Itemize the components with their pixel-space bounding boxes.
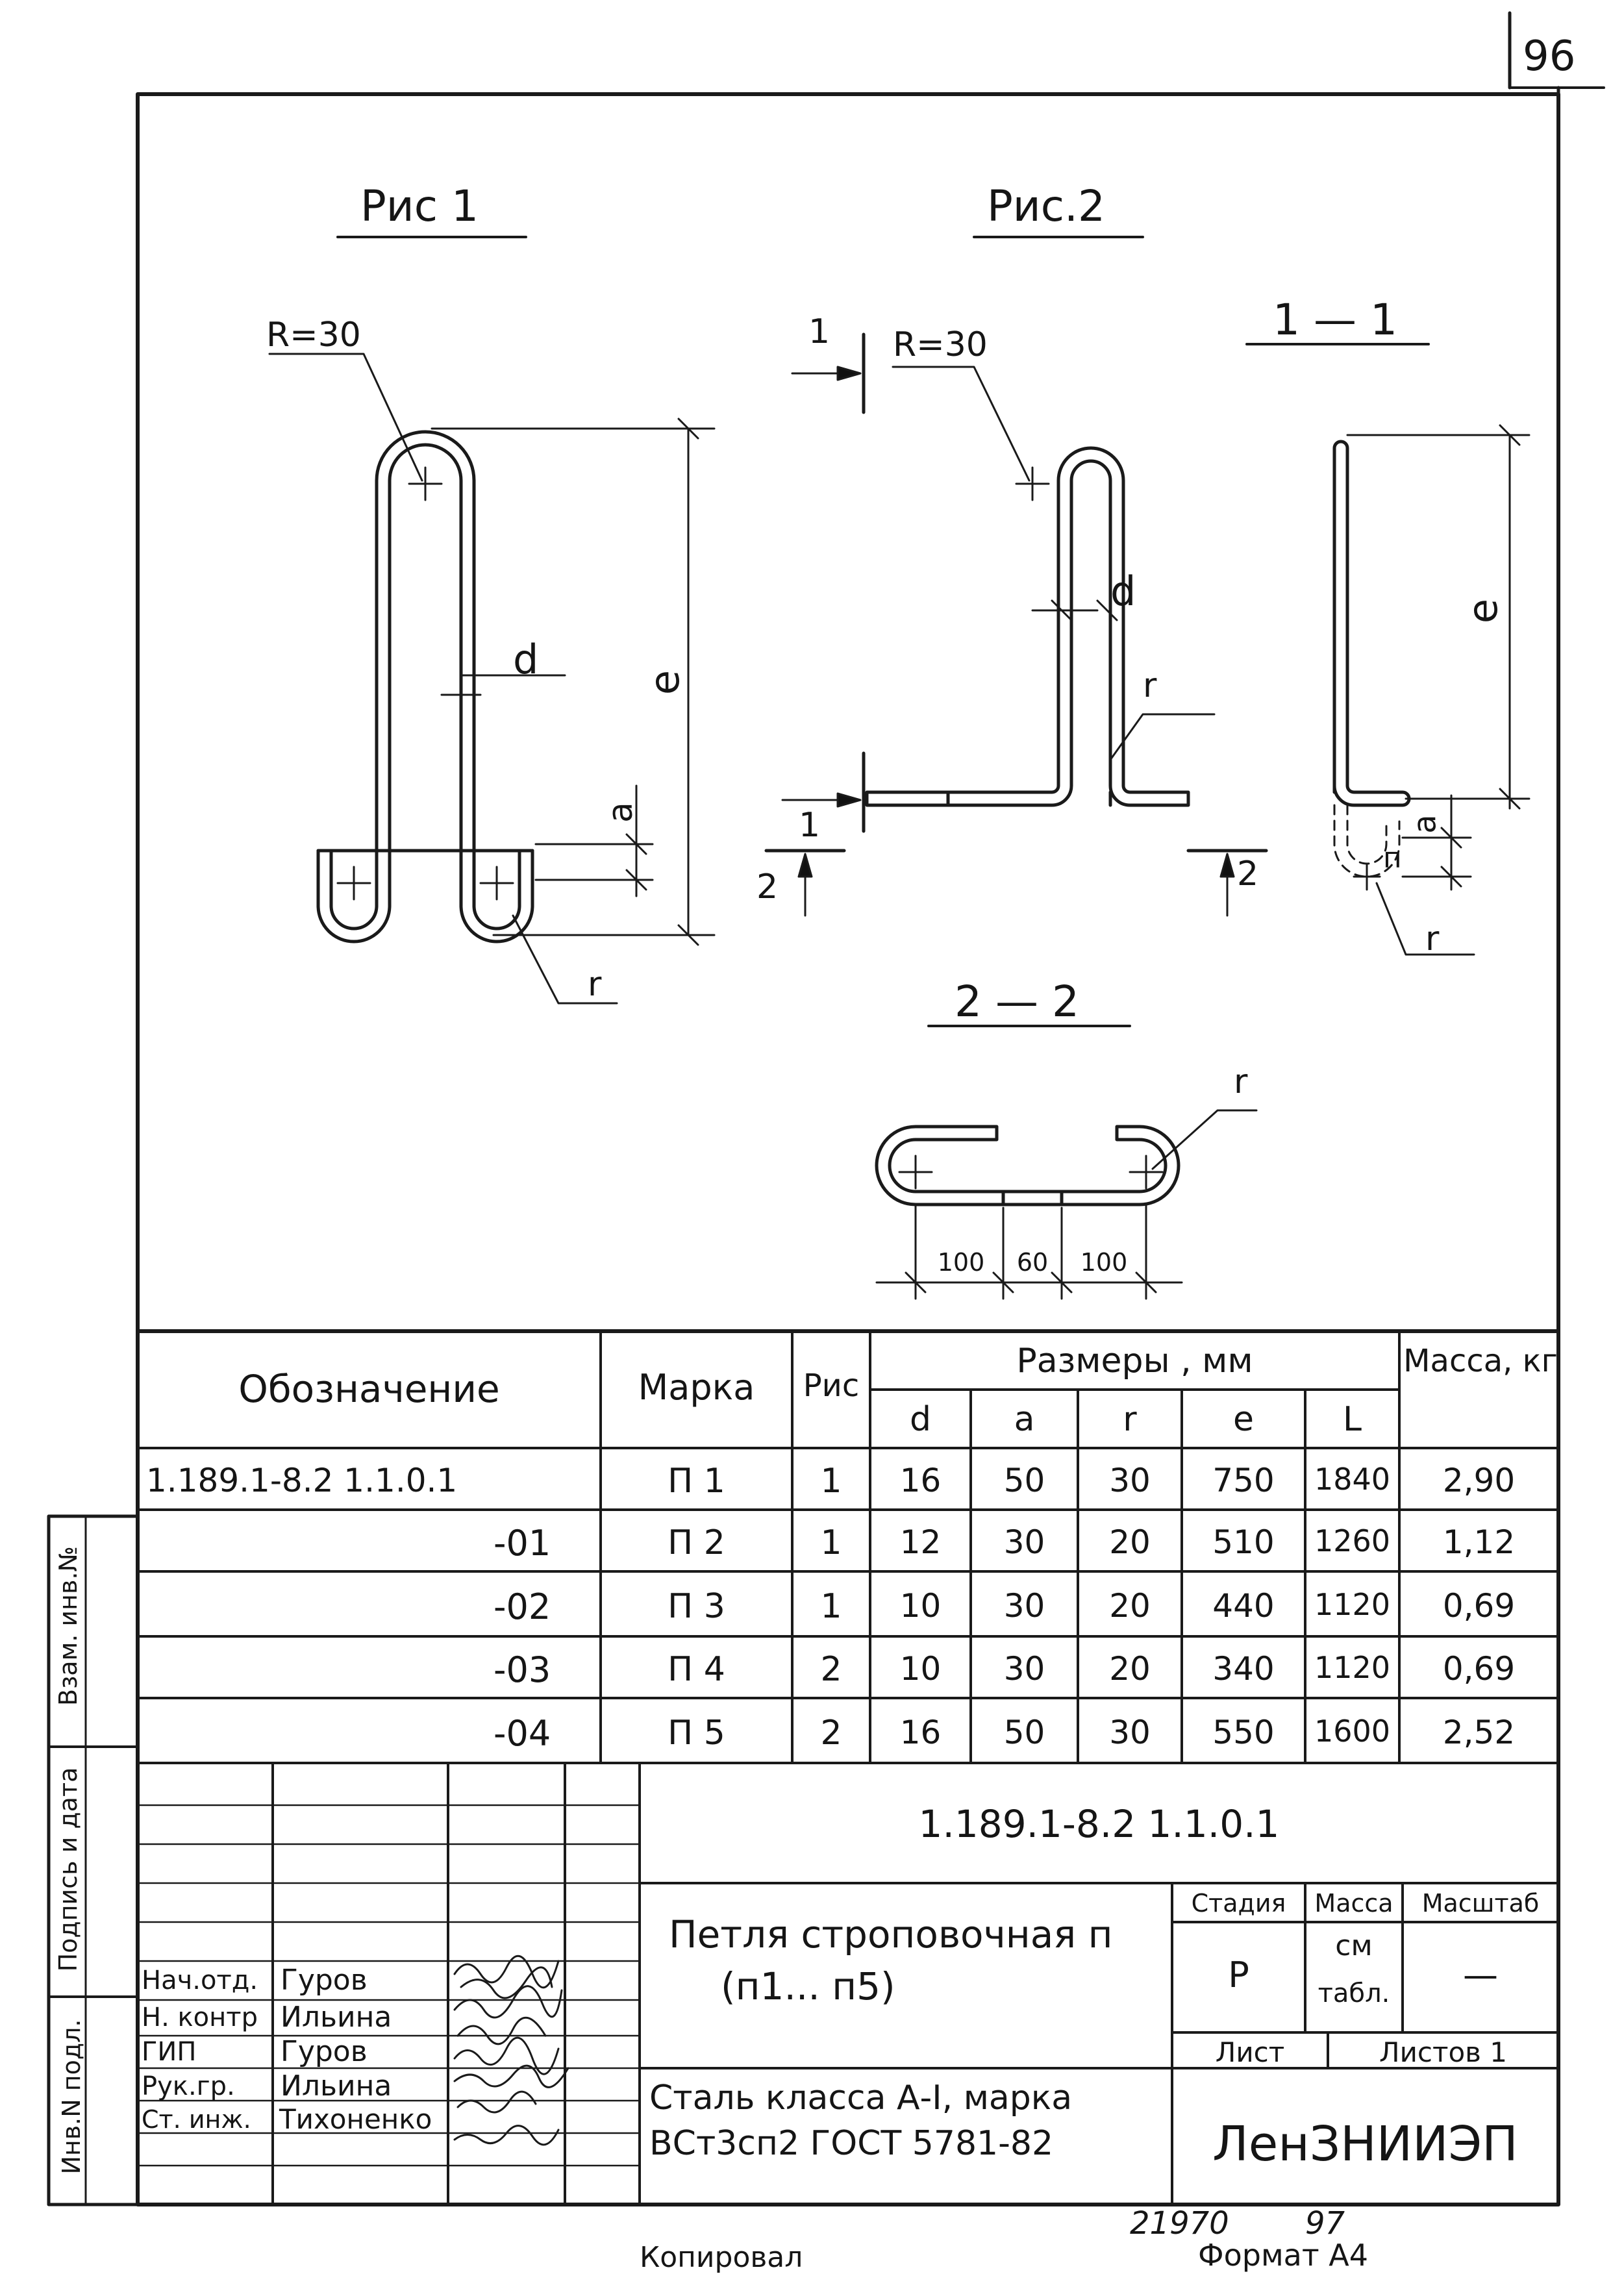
- row-mass: 0,69: [1442, 1587, 1516, 1625]
- cut-2-left: 2: [756, 868, 779, 906]
- role: Нач.отд.: [142, 1966, 258, 1995]
- person-name: Ильина: [281, 2001, 392, 2034]
- row-designation: 1.189.1-8.2 1.1.0.1: [146, 1462, 458, 1499]
- row-d: 16: [899, 1462, 942, 1499]
- row-designation: -03: [493, 1649, 551, 1690]
- doc-name-line2: (п1... п5): [721, 1964, 895, 2008]
- row-fig: 1: [820, 1462, 842, 1501]
- fig1-radius-label: R=30: [266, 316, 361, 355]
- th-e: e: [1233, 1400, 1254, 1439]
- row-fig: 2: [820, 1650, 842, 1689]
- row-fig: 1: [820, 1523, 842, 1562]
- role: Ст. инж.: [142, 2105, 251, 2134]
- person-name: Гуров: [281, 2035, 368, 2068]
- row-designation: -04: [493, 1713, 551, 1754]
- row-a: 30: [1003, 1587, 1045, 1625]
- row-d: 10: [899, 1650, 942, 1688]
- scale-label: Масштаб: [1421, 1889, 1540, 1918]
- row-r: 30: [1109, 1462, 1151, 1499]
- person-name: Гуров: [281, 1964, 368, 1997]
- row-e: 750: [1212, 1462, 1275, 1499]
- mass-value-2: табл.: [1318, 1979, 1390, 2008]
- section-2-2-loop: [877, 1127, 1179, 1205]
- role: Н. контр: [142, 2003, 258, 2032]
- row-d: 16: [899, 1714, 942, 1751]
- side-stamp-sign-date: Подпись и дата: [54, 1767, 82, 1972]
- stage-label: Стадия: [1191, 1889, 1286, 1918]
- fig2-radius-label: R=30: [893, 325, 988, 364]
- row-designation: -02: [493, 1586, 551, 1627]
- th-fig: Рис: [803, 1368, 860, 1404]
- row-r: 20: [1109, 1587, 1151, 1625]
- fig2-dim-d: d: [1110, 568, 1136, 615]
- row-L: 1840: [1314, 1462, 1391, 1497]
- mass-label: Масса: [1314, 1889, 1393, 1918]
- row-a: 30: [1003, 1523, 1045, 1561]
- row-a: 50: [1003, 1462, 1045, 1499]
- section-2-2-dim-r: r: [1234, 1062, 1248, 1101]
- row-a: 30: [1003, 1650, 1045, 1688]
- row-mark: П 2: [668, 1523, 725, 1562]
- row-mark: П 3: [668, 1587, 725, 1626]
- row-mark: П 4: [668, 1650, 725, 1689]
- th-designation: Обозначение: [238, 1367, 500, 1411]
- signature-scribbles: [455, 1956, 568, 2145]
- fig1-title: Рис 1: [360, 181, 479, 231]
- material-line2: ВСт3сп2 ГОСТ 5781-82: [649, 2124, 1054, 2163]
- doc-name-line1: Петля строповочная п: [669, 1912, 1113, 1956]
- th-sizes: Размеры , мм: [1016, 1342, 1253, 1381]
- row-L: 1260: [1314, 1523, 1391, 1558]
- sheet-label: Лист: [1215, 2036, 1285, 2068]
- role: Рук.гр.: [142, 2071, 235, 2101]
- fig1-dim-d: d: [513, 636, 539, 683]
- section-1-1-bar: [1334, 442, 1409, 805]
- footer-page: 97: [1305, 2205, 1345, 2242]
- stage-value: Р: [1228, 1955, 1249, 1995]
- fig2-dim-r: r: [1143, 666, 1157, 705]
- side-stamp-inv-vzam: Взам. инв.№: [54, 1546, 82, 1706]
- fig2-title: Рис.2: [987, 181, 1105, 231]
- person-name: Тихоненко: [279, 2103, 432, 2135]
- section-2-2-title: 2 — 2: [955, 977, 1079, 1027]
- row-mass: 1,12: [1442, 1523, 1516, 1561]
- row-e: 340: [1212, 1650, 1275, 1688]
- row-e: 510: [1212, 1523, 1275, 1561]
- side-stamp-inv-podl: Инв.N подл.: [57, 2019, 86, 2175]
- th-r: r: [1123, 1400, 1137, 1439]
- row-mass: 2,52: [1442, 1714, 1516, 1751]
- section-2-2-dim-left: 100: [937, 1248, 985, 1277]
- th-mass: Масса, кг: [1403, 1343, 1558, 1379]
- section-2-2-dim-right: 100: [1080, 1248, 1128, 1277]
- row-designation: -01: [493, 1523, 551, 1564]
- row-e: 440: [1212, 1587, 1275, 1625]
- row-fig: 2: [820, 1714, 842, 1753]
- scale-value: —: [1463, 1955, 1498, 1995]
- row-L: 1600: [1314, 1714, 1391, 1749]
- row-r: 20: [1109, 1650, 1151, 1688]
- footer-number: 21970: [1130, 2205, 1229, 2242]
- footer-format: Формат А4: [1198, 2238, 1368, 2273]
- figure-2-loop: [867, 448, 1188, 805]
- mass-value-1: см: [1335, 1929, 1373, 1962]
- section-1-1-dim-a: a: [1406, 814, 1443, 834]
- fig1-dim-r: r: [588, 965, 602, 1004]
- row-L: 1120: [1314, 1650, 1391, 1685]
- role: ГИП: [142, 2037, 197, 2067]
- fig1-dim-e: e: [641, 669, 689, 695]
- row-mark: П 5: [668, 1714, 725, 1753]
- section-1-1-dim-e: e: [1459, 598, 1507, 624]
- fig1-dim-a: a: [601, 802, 640, 823]
- section-1-1-title: 1 — 1: [1273, 295, 1397, 345]
- th-a: a: [1014, 1400, 1035, 1439]
- th-L: L: [1343, 1400, 1362, 1439]
- th-d: d: [909, 1400, 931, 1439]
- section-1-1-dim-n: п: [1383, 842, 1402, 875]
- doc-code: 1.189.1-8.2 1.1.0.1: [918, 1802, 1280, 1846]
- row-d: 10: [899, 1587, 942, 1625]
- row-mass: 0,69: [1442, 1650, 1516, 1688]
- row-e: 550: [1212, 1714, 1275, 1751]
- row-a: 50: [1003, 1714, 1045, 1751]
- row-mass: 2,90: [1442, 1462, 1516, 1499]
- row-r: 20: [1109, 1523, 1151, 1561]
- th-mark: Марка: [638, 1367, 755, 1408]
- cut-2-right: 2: [1237, 855, 1259, 894]
- section-1-1-dim-r: r: [1425, 919, 1440, 958]
- section-2-2-dim-mid: 60: [1016, 1248, 1049, 1277]
- row-r: 30: [1109, 1714, 1151, 1751]
- figure-1-hook: [318, 432, 532, 942]
- sheets-label: Листов 1: [1379, 2036, 1507, 2068]
- footer-copied: Копировал: [640, 2241, 803, 2274]
- person-name: Ильина: [281, 2069, 392, 2103]
- row-fig: 1: [820, 1587, 842, 1626]
- cut-1-top: 1: [808, 312, 831, 351]
- sheet-number: 96: [1523, 32, 1576, 81]
- cut-1-bottom: 1: [799, 806, 821, 845]
- row-mark: П 1: [668, 1462, 725, 1501]
- row-L: 1120: [1314, 1587, 1391, 1622]
- org-name: ЛенЗНИИЭП: [1212, 2116, 1518, 2172]
- row-d: 12: [899, 1523, 942, 1561]
- material-line1: Сталь класса А-I, марка: [649, 2079, 1073, 2118]
